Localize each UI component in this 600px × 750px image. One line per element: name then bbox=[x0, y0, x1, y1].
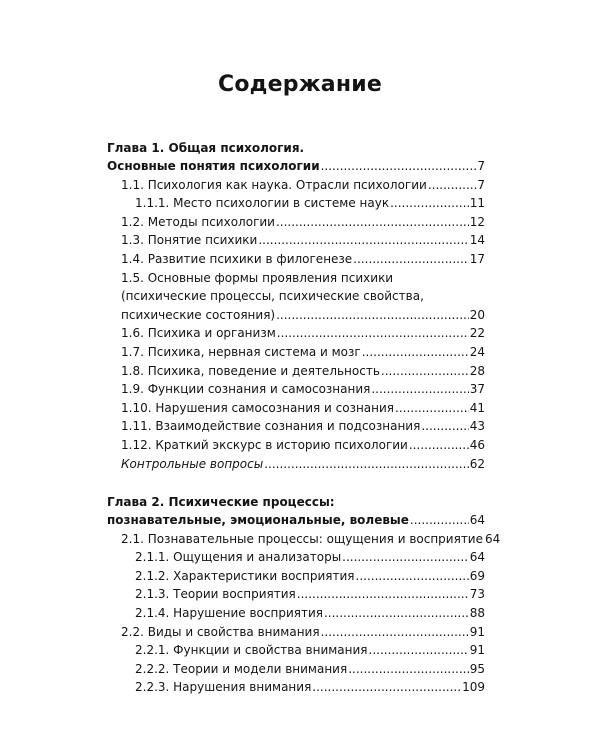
toc-page-number: 14 bbox=[469, 233, 485, 248]
toc-page-number: 24 bbox=[469, 344, 485, 359]
toc-entry bbox=[107, 250, 485, 269]
chapter-2-subtitle bbox=[107, 511, 485, 530]
toc-label: 1.4. Развитие психики в филогенезе bbox=[121, 251, 353, 266]
toc-entry bbox=[107, 343, 485, 362]
toc-page-number: 11 bbox=[469, 196, 485, 211]
toc-label: 2.1.2. Характеристики восприятия bbox=[135, 568, 355, 583]
dot-leader bbox=[390, 194, 469, 212]
toc-page-number: 12 bbox=[469, 214, 485, 229]
page-title: Содержание bbox=[218, 72, 382, 97]
toc-page-number: 17 bbox=[469, 251, 485, 266]
toc-label: познавательные, эмоциональные, волевые bbox=[107, 513, 409, 528]
toc-entry bbox=[107, 176, 485, 195]
dot-leader bbox=[321, 157, 477, 175]
toc-page-number: 64 bbox=[469, 550, 485, 565]
toc-label: 2.1.4. Нарушение восприятия bbox=[135, 606, 323, 621]
toc-entry bbox=[107, 660, 485, 679]
toc-label: 1.12. Краткий экскурс в историю психологии bbox=[121, 437, 408, 452]
toc-label: 1.1.1. Место психологии в системе наук bbox=[135, 196, 390, 211]
dot-leader bbox=[369, 641, 469, 659]
toc-entry-line: (психические процессы, психические свойства, bbox=[121, 289, 424, 304]
toc-page-number: 91 bbox=[469, 643, 485, 658]
toc-entry bbox=[107, 380, 485, 399]
dot-leader bbox=[371, 380, 468, 398]
toc-label: 1.8. Психика, поведение и деятельность bbox=[121, 363, 380, 378]
toc-page-number: 46 bbox=[469, 437, 485, 452]
dot-leader bbox=[258, 231, 468, 249]
dot-leader bbox=[348, 660, 469, 678]
toc-entry bbox=[107, 641, 485, 660]
toc-page-number: 91 bbox=[469, 624, 485, 639]
toc-page-number: 43 bbox=[469, 419, 485, 434]
toc-label: 2.1.3. Теории восприятия bbox=[135, 587, 296, 602]
toc-label: 2.2. Виды и свойства внимания bbox=[121, 624, 320, 639]
toc-page-number: 95 bbox=[469, 661, 485, 676]
toc-page-number: 69 bbox=[469, 568, 485, 583]
toc-page-number: 20 bbox=[469, 307, 485, 322]
dot-leader bbox=[297, 585, 469, 603]
dot-leader bbox=[428, 176, 477, 194]
toc-page-number: 7 bbox=[477, 159, 485, 173]
toc-entry bbox=[107, 213, 485, 232]
toc-entry bbox=[107, 585, 485, 604]
toc-label: 2.1. Познавательные процессы: ощущения и восприятие bbox=[121, 531, 483, 546]
dot-leader bbox=[362, 343, 469, 361]
dot-leader bbox=[321, 623, 469, 641]
toc-page-number: 62 bbox=[469, 456, 485, 471]
toc-label: 1.9. Функции сознания и самосознания bbox=[121, 382, 371, 397]
chapter-2-heading: Глава 2. Психические процессы: bbox=[107, 495, 335, 510]
toc-entry-review-questions bbox=[107, 455, 485, 474]
dot-leader bbox=[381, 362, 469, 380]
toc-entry bbox=[107, 324, 485, 343]
toc-label: 2.2.3. Нарушения внимания bbox=[135, 680, 312, 695]
toc-page-number: 7 bbox=[477, 177, 485, 192]
chapter-1-subtitle bbox=[107, 157, 485, 176]
dot-leader bbox=[410, 511, 469, 529]
toc-page-number: 41 bbox=[469, 400, 485, 415]
dot-leader bbox=[324, 604, 469, 622]
toc-page-number: 88 bbox=[469, 606, 485, 621]
dot-leader bbox=[409, 436, 469, 454]
toc-entry bbox=[107, 436, 485, 455]
dot-leader bbox=[421, 417, 468, 435]
toc-label: 1.3. Понятие психики bbox=[121, 233, 258, 248]
toc-page-number: 22 bbox=[469, 326, 485, 341]
toc-entry bbox=[107, 362, 485, 381]
toc-entry bbox=[107, 399, 485, 418]
chapter-1-heading: Глава 1. Общая психология. bbox=[107, 141, 305, 155]
toc-entry bbox=[107, 231, 485, 250]
toc-label: психические состояния) bbox=[121, 307, 276, 322]
toc-label: 1.11. Взаимодействие сознания и подсознания bbox=[121, 419, 421, 434]
toc-label: Основные понятия психологии bbox=[107, 159, 320, 173]
dot-leader bbox=[353, 250, 469, 268]
dot-leader bbox=[264, 455, 469, 473]
toc-label: 1.10. Нарушения самосознания и сознания bbox=[121, 400, 395, 415]
toc-entry bbox=[107, 623, 485, 642]
toc-label: 1.7. Психика, нервная система и мозг bbox=[121, 344, 361, 359]
toc-entry bbox=[107, 417, 485, 436]
dot-leader bbox=[276, 213, 469, 231]
toc-label: 2.2.2. Теории и модели внимания bbox=[135, 661, 348, 676]
toc-page-number: 73 bbox=[469, 587, 485, 602]
toc-label: 1.6. Психика и организм bbox=[121, 326, 276, 341]
dot-leader bbox=[312, 678, 461, 696]
toc-entry-line: 1.5. Основные формы проявления психики bbox=[121, 270, 394, 285]
toc-label: 2.1.1. Ощущения и анализаторы bbox=[135, 550, 342, 565]
toc-entry bbox=[107, 678, 485, 697]
dot-leader bbox=[276, 306, 469, 324]
toc-page-number: 28 bbox=[469, 363, 485, 378]
table-of-contents bbox=[107, 139, 501, 697]
dot-leader bbox=[277, 324, 469, 342]
toc-entry bbox=[107, 194, 485, 213]
toc-entry bbox=[107, 530, 501, 549]
toc-label: 1.1. Психология как наука. Отрасли психологии bbox=[121, 177, 427, 192]
toc-entry bbox=[107, 567, 485, 586]
toc-page-number: 64 bbox=[485, 531, 501, 546]
toc-entry bbox=[107, 604, 485, 623]
dot-leader bbox=[342, 548, 469, 566]
toc-page-number: 109 bbox=[462, 680, 485, 695]
toc-label: 1.2. Методы психологии bbox=[121, 214, 275, 229]
toc-page-number: 37 bbox=[469, 382, 485, 397]
toc-entry bbox=[107, 548, 485, 567]
chapter-spacer bbox=[107, 473, 485, 493]
toc-entry bbox=[107, 306, 485, 325]
toc-label: 2.2.1. Функции и свойства внимания bbox=[135, 643, 368, 658]
dot-leader bbox=[395, 399, 469, 417]
toc-label: Контрольные вопросы bbox=[121, 456, 264, 471]
toc-page-number: 64 bbox=[469, 513, 485, 528]
dot-leader bbox=[356, 567, 469, 585]
